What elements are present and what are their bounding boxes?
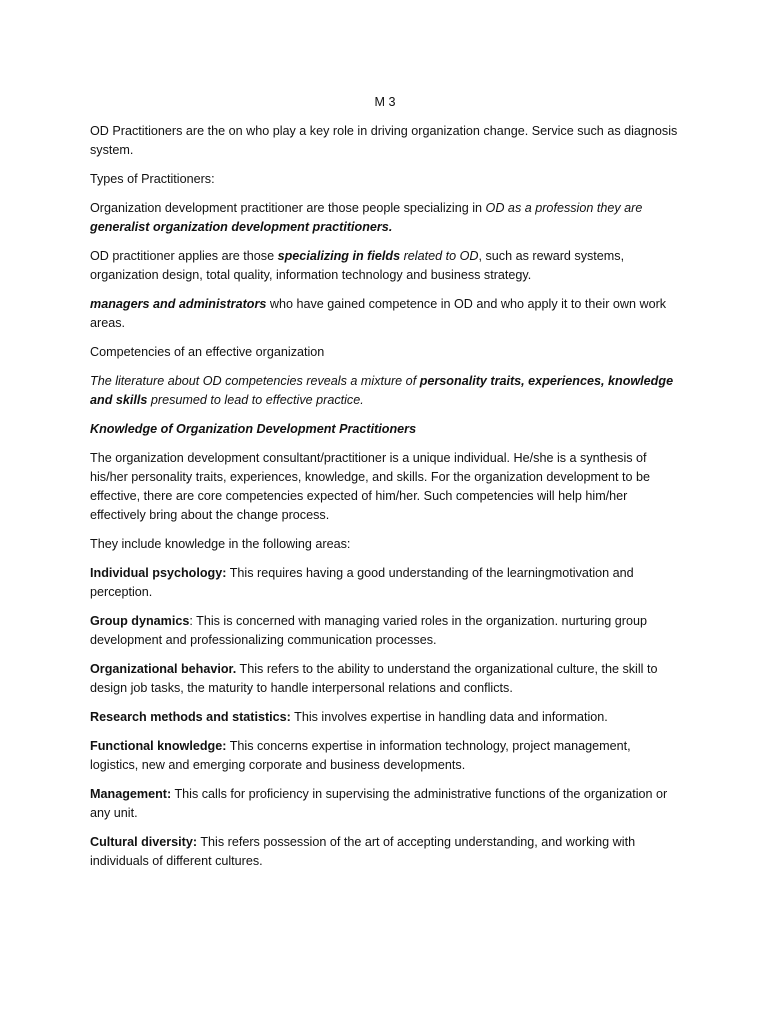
- area-text: This concerns expertise in information technology, project management, logistics, new and emerging corporate and business developments.: [90, 739, 631, 772]
- area-term: Individual psychology:: [90, 566, 227, 580]
- text-run: OD practitioner applies are those: [90, 249, 278, 263]
- area-term: Management:: [90, 787, 172, 801]
- area-item: [90, 833, 680, 871]
- area-item: [90, 660, 680, 698]
- area-item: [90, 564, 680, 602]
- area-text: This requires having a good understanding of the learningmotivation and perception.: [90, 566, 634, 599]
- area-item: [90, 708, 680, 727]
- area-term: Research methods and statistics:: [90, 710, 291, 724]
- paragraph-managers: [90, 295, 680, 333]
- text-run: who have gained competence in OD and who apply it to their own work areas.: [90, 297, 667, 330]
- italic-run: The literature about OD competencies reveals a mixture of: [90, 374, 420, 388]
- paragraph-consultant: The organization development consultant/practitioner is a unique individual. He/she is a synthesis of his/her personality traits, experiences, knowledge, and skills. For the organization development to be effective, there are core competencies expected of him/her. Such competencies will help him/her effectively bring about the change process.: [90, 451, 651, 522]
- paragraph-types: Types of Practitioners:: [90, 172, 215, 186]
- page-heading: M 3: [374, 95, 396, 109]
- area-text: : This is concerned with managing varied roles in the organization. nurturing group development and professionalizing communication processes.: [90, 614, 647, 647]
- paragraph-literature: [90, 372, 680, 410]
- area-term: Functional knowledge:: [90, 739, 227, 753]
- bold-italic-run: generalist organization development practitioners.: [90, 220, 393, 234]
- area-term: Cultural diversity:: [90, 835, 198, 849]
- italic-run: OD as a profession they are: [485, 201, 643, 215]
- text-run: , such as reward systems, organization design, total quality, information technology and business strategy.: [90, 249, 625, 282]
- text-run: Organization development practitioner are those people specializing in: [90, 201, 486, 215]
- area-text: This calls for proficiency in supervising the administrative functions of the organization or any unit.: [90, 787, 668, 820]
- area-text: This refers to the ability to understand the organizational culture, the skill to design job tasks, the maturity to handle interpersonal relations and conflicts.: [90, 662, 658, 695]
- italic-run: related to OD: [400, 249, 479, 263]
- paragraph-intro: OD Practitioners are the on who play a key role in driving organization change. Service such as diagnosis system.: [90, 124, 678, 157]
- bold-italic-run: managers and administrators: [90, 297, 267, 311]
- area-term: Group dynamics: [90, 614, 190, 628]
- area-item: [90, 737, 680, 775]
- section-heading: [90, 420, 680, 439]
- area-text: This refers possession of the art of accepting understanding, and working with individuals of different cultures.: [90, 835, 636, 868]
- paragraph-od-practitioner: [90, 199, 680, 237]
- area-item: [90, 785, 680, 823]
- area-item: [90, 612, 680, 650]
- bold-italic-run: Knowledge of Organization Development Practitioners: [90, 422, 417, 436]
- paragraph-applied-practitioner: [90, 247, 680, 285]
- paragraph-competencies: Competencies of an effective organization: [90, 345, 325, 359]
- document-body: [90, 93, 680, 881]
- paragraph-include: They include knowledge in the following areas:: [90, 537, 351, 551]
- area-text: This involves expertise in handling data and information.: [290, 710, 608, 724]
- italic-run: presumed to lead to effective practice.: [147, 393, 364, 407]
- bold-italic-run: personality traits, experiences, knowledge and skills: [90, 374, 674, 407]
- bold-italic-run: specializing in fields: [277, 249, 401, 263]
- area-term: Organizational behavior.: [90, 662, 237, 676]
